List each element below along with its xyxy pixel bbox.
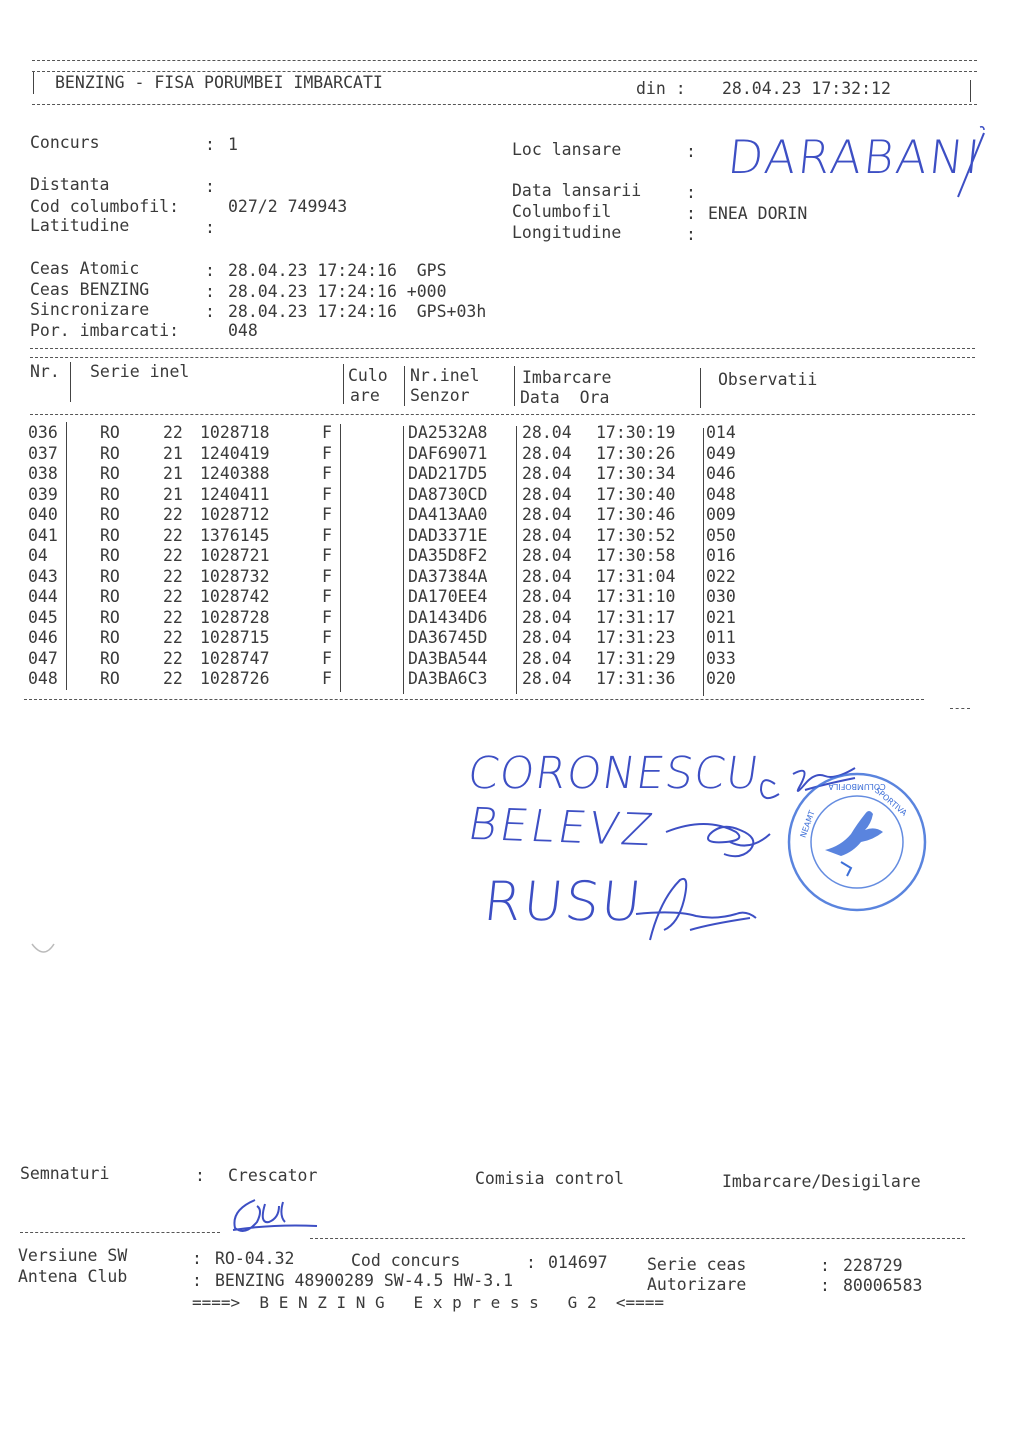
versiune-value: RO-04.32 <box>215 1249 295 1268</box>
cell-senzor: DAD3371E <box>408 525 488 545</box>
cell-sex: F <box>322 546 332 565</box>
body-divider-2 <box>340 424 341 692</box>
table-bottom-border <box>24 699 924 700</box>
table-top-border <box>30 348 975 349</box>
cell-obs: 050 <box>706 525 736 545</box>
punch-hole-mark <box>30 938 60 958</box>
cell-data: 28.04 <box>522 505 572 524</box>
cell-tara: RO <box>100 648 120 668</box>
cell-obs: 021 <box>706 607 736 627</box>
table-row <box>0 485 1024 506</box>
cell-senzor: DA1434D6 <box>408 607 488 627</box>
cell-sex: F <box>322 669 332 688</box>
table-row <box>0 464 1024 485</box>
comisia-control-label: Comisia control <box>475 1169 625 1188</box>
autorizare-value: 80006583 <box>843 1276 923 1295</box>
por-imbarcati-label: Por. imbarcati: <box>30 321 180 340</box>
antena-label: Antena Club <box>18 1267 128 1286</box>
signature-scribble-2 <box>660 812 780 872</box>
table-row <box>0 669 1024 690</box>
cell-nr: 044 <box>28 587 58 606</box>
cell-ora: 17:30:34 <box>596 464 676 483</box>
body-divider-5 <box>703 428 704 696</box>
handwritten-name-1: CORONESCU <box>464 748 763 799</box>
cell-senzor: DA413AA0 <box>408 505 488 524</box>
cell-tara: RO <box>100 607 120 627</box>
cod-concurs-label: Cod concurs <box>351 1251 461 1270</box>
cell-an: 21 <box>163 464 183 483</box>
cell-senzor: DAF69071 <box>408 443 488 463</box>
cell-inel: 1028742 <box>200 587 270 606</box>
crescator-label: Crescator <box>228 1166 318 1185</box>
cell-obs: 030 <box>706 587 736 606</box>
col-header-are: are <box>350 386 380 405</box>
col-header-senzor: Senzor <box>410 386 470 405</box>
cell-obs: 033 <box>706 648 736 668</box>
cell-tara: RO <box>100 669 120 688</box>
cell-ora: 17:30:52 <box>596 525 676 545</box>
latitudine-label: Latitudine <box>30 216 130 235</box>
cell-inel: 1028715 <box>200 628 270 647</box>
svg-text:NEAMT: NEAMT <box>798 809 817 839</box>
cell-tara: RO <box>100 628 120 647</box>
sincronizare-label: Sincronizare <box>30 300 150 319</box>
antena-value: BENZING 48900289 SW-4.5 HW-3.1 <box>215 1271 514 1290</box>
latitudine-colon: : <box>205 218 215 237</box>
ceas-atomic-label: Ceas Atomic <box>30 259 140 278</box>
header-divider-5 <box>700 368 701 408</box>
cell-ora: 17:30:19 <box>596 423 676 442</box>
cell-tara: RO <box>100 443 120 463</box>
signature-scribble-3 <box>630 870 760 950</box>
cell-ora: 17:30:46 <box>596 505 676 524</box>
header-divider-1 <box>70 362 71 402</box>
table-row <box>0 608 1024 629</box>
cell-ora: 17:30:26 <box>596 443 676 463</box>
cell-tara: RO <box>100 484 120 504</box>
data-lansarii-label: Data lansarii <box>512 181 642 200</box>
signature-divider <box>20 1232 220 1233</box>
date-label: din : <box>636 79 686 98</box>
versiune-label: Versiune SW <box>18 1246 128 1265</box>
cell-an: 22 <box>163 423 183 442</box>
autorizare-colon: : <box>820 1276 830 1295</box>
cell-sex: F <box>322 566 332 586</box>
cell-an: 22 <box>163 525 183 545</box>
col-header-nr: Nr. <box>30 362 60 381</box>
loc-slash-mark <box>950 125 990 205</box>
col-header-serie: Serie inel <box>90 362 190 381</box>
cell-nr: 048 <box>28 669 58 688</box>
cell-inel: 1028726 <box>200 669 270 688</box>
table-bottom-border-tail <box>950 708 970 709</box>
semnaturi-label: Semnaturi <box>20 1164 110 1183</box>
cell-nr: 041 <box>28 525 58 545</box>
cell-data: 28.04 <box>522 484 572 504</box>
cell-nr: 039 <box>28 484 58 504</box>
cell-obs: 014 <box>706 423 736 442</box>
cell-inel: 1376145 <box>200 525 270 545</box>
columbofil-value: ENEA DORIN <box>708 204 808 223</box>
columbofil-label: Columbofil <box>512 202 612 221</box>
sincronizare-value: 28.04.23 17:24:16 GPS+03h <box>228 302 487 321</box>
svg-text:SPORTIVA: SPORTIVA <box>872 785 909 818</box>
cell-sex: F <box>322 505 332 524</box>
cell-obs: 048 <box>706 484 736 504</box>
cell-an: 21 <box>163 484 183 504</box>
cell-senzor: DA2532A8 <box>408 423 488 442</box>
cell-senzor: DA35D8F2 <box>408 546 488 565</box>
header-bottom-border <box>32 104 977 105</box>
columbofil-colon: : <box>686 204 696 223</box>
cell-ora: 17:30:40 <box>596 484 676 504</box>
loc-label: Loc lansare <box>512 140 622 159</box>
col-header-culo: Culo <box>348 366 388 385</box>
cell-ora: 17:31:23 <box>596 628 676 647</box>
cell-inel: 1028732 <box>200 566 270 586</box>
cell-an: 22 <box>163 546 183 565</box>
cell-senzor: DA3BA6C3 <box>408 669 488 688</box>
table-row <box>0 526 1024 547</box>
table-row <box>0 423 1024 444</box>
cell-inel: 1240388 <box>200 464 270 483</box>
semnaturi-colon: : <box>195 1166 205 1185</box>
header-left-bar <box>33 72 34 94</box>
cell-sex: F <box>322 484 332 504</box>
table-header-bottom-border <box>30 414 975 415</box>
cell-sex: F <box>322 587 332 606</box>
cell-tara: RO <box>100 505 120 524</box>
cell-sex: F <box>322 525 332 545</box>
cell-nr: 046 <box>28 628 58 647</box>
cod-label: Cod columbofil: <box>30 197 180 216</box>
cell-data: 28.04 <box>522 464 572 483</box>
handwritten-name-2: BELEVZ <box>464 798 660 857</box>
cell-an: 22 <box>163 669 183 688</box>
cell-ora: 17:31:29 <box>596 648 676 668</box>
cod-value: 027/2 749943 <box>228 197 348 216</box>
col-header-nrinel: Nr.inel <box>410 366 480 385</box>
cell-senzor: DA36745D <box>408 628 488 647</box>
data-lansarii-colon: : <box>686 183 696 202</box>
cell-sex: F <box>322 628 332 647</box>
cell-obs: 016 <box>706 546 736 565</box>
cell-sex: F <box>322 648 332 668</box>
cell-an: 21 <box>163 443 183 463</box>
serie-ceas-colon: : <box>820 1256 830 1275</box>
cell-senzor: DA8730CD <box>408 484 488 504</box>
header-right-bar <box>970 80 971 102</box>
cell-obs: 009 <box>706 505 736 524</box>
cell-data: 28.04 <box>522 546 572 565</box>
cell-nr: 037 <box>28 443 58 463</box>
cell-tara: RO <box>100 587 120 606</box>
cell-obs: 020 <box>706 669 736 688</box>
body-divider-3 <box>403 426 404 694</box>
col-header-data-ora: Data Ora <box>520 388 610 407</box>
loc-colon: : <box>686 142 696 161</box>
cell-data: 28.04 <box>522 423 572 442</box>
signature-divider-right <box>310 1238 965 1239</box>
body-divider-4 <box>516 426 517 694</box>
cell-sex: F <box>322 423 332 442</box>
cell-tara: RO <box>100 566 120 586</box>
header-divider-3 <box>404 366 405 406</box>
cell-nr: 047 <box>28 648 58 668</box>
cell-inel: 1028747 <box>200 648 270 668</box>
cell-senzor: DA37384A <box>408 566 488 586</box>
versiune-colon: : <box>192 1249 202 1268</box>
table-top-border-2 <box>30 357 975 358</box>
cell-obs: 011 <box>706 628 736 647</box>
cell-senzor: DA3BA544 <box>408 648 488 668</box>
autorizare-label: Autorizare <box>647 1275 747 1294</box>
cod-concurs-colon: : <box>526 1253 536 1272</box>
cell-tara: RO <box>100 423 120 442</box>
cell-tara: RO <box>100 525 120 545</box>
cell-data: 28.04 <box>522 525 572 545</box>
header-divider-2 <box>343 364 344 404</box>
cell-inel: 1028718 <box>200 423 270 442</box>
cell-an: 22 <box>163 587 183 606</box>
por-imbarcati-value: 048 <box>228 321 258 340</box>
cell-obs: 022 <box>706 566 736 586</box>
distanta-colon: : <box>205 177 215 196</box>
cell-an: 22 <box>163 566 183 586</box>
ceas-atomic-value: 28.04.23 17:24:16 GPS <box>228 261 447 280</box>
cell-nr: 040 <box>28 505 58 524</box>
table-row <box>0 567 1024 588</box>
table-row <box>0 649 1024 670</box>
cell-an: 22 <box>163 505 183 524</box>
cell-an: 22 <box>163 607 183 627</box>
col-header-observatii: Observatii <box>718 370 818 389</box>
cell-nr: 043 <box>28 566 58 586</box>
cell-inel: 1028712 <box>200 505 270 524</box>
ceas-benzing-label: Ceas BENZING <box>30 280 150 299</box>
cell-data: 28.04 <box>522 587 572 606</box>
imbarcare-desigilare-label: Imbarcare/Desigilare <box>722 1172 921 1191</box>
cell-inel: 1028721 <box>200 546 270 565</box>
cell-inel: 1028728 <box>200 607 270 627</box>
longitudine-colon: : <box>686 225 696 244</box>
cell-nr: 045 <box>28 607 58 627</box>
handwritten-name-3: RUSU <box>480 870 647 933</box>
cell-ora: 17:31:04 <box>596 566 676 586</box>
cell-data: 28.04 <box>522 607 572 627</box>
serie-ceas-value: 228729 <box>843 1256 903 1275</box>
svg-text:COLUMBOFILA: COLUMBOFILA <box>828 782 886 791</box>
cell-senzor: DA170EE4 <box>408 587 488 606</box>
cell-obs: 049 <box>706 443 736 463</box>
table-row <box>0 444 1024 465</box>
ceas-atomic-colon: : <box>205 261 215 280</box>
cell-data: 28.04 <box>522 443 572 463</box>
cell-nr: 04 <box>28 546 48 565</box>
concurs-colon: : <box>205 135 215 154</box>
cell-data: 28.04 <box>522 648 572 668</box>
cell-data: 28.04 <box>522 669 572 688</box>
cell-sex: F <box>322 443 332 463</box>
cell-an: 22 <box>163 648 183 668</box>
cell-nr: 036 <box>28 423 58 442</box>
cell-sex: F <box>322 464 332 483</box>
cell-data: 28.04 <box>522 628 572 647</box>
concurs-value: 1 <box>228 135 238 154</box>
cell-inel: 1240419 <box>200 443 270 463</box>
table-row <box>0 546 1024 567</box>
cell-nr: 038 <box>28 464 58 483</box>
cell-sex: F <box>322 607 332 627</box>
cod-concurs-value: 014697 <box>548 1253 608 1272</box>
cell-an: 22 <box>163 628 183 647</box>
serie-ceas-label: Serie ceas <box>647 1255 747 1274</box>
top-border <box>32 60 977 61</box>
cell-senzor: DAD217D5 <box>408 464 488 483</box>
club-stamp <box>785 770 930 915</box>
antena-colon: : <box>192 1271 202 1290</box>
distanta-label: Distanta <box>30 175 110 194</box>
sincronizare-colon: : <box>205 302 215 321</box>
body-divider-1 <box>66 422 67 690</box>
loc-value-handwritten: DARABANI <box>725 130 985 184</box>
cell-ora: 17:31:10 <box>596 587 676 606</box>
document-title: BENZING - FISA PORUMBEI IMBARCATI <box>55 73 383 92</box>
cell-tara: RO <box>100 464 120 483</box>
longitudine-label: Longitudine <box>512 223 622 242</box>
col-header-imbarcare: Imbarcare <box>522 368 612 387</box>
ceas-benzing-value: 28.04.23 17:24:16 +000 <box>228 282 447 301</box>
table-row <box>0 505 1024 526</box>
date-value: 28.04.23 17:32:12 <box>722 79 891 98</box>
table-row <box>0 587 1024 608</box>
cell-tara: RO <box>100 546 120 565</box>
table-row <box>0 628 1024 649</box>
cell-data: 28.04 <box>522 566 572 586</box>
crescator-signature <box>225 1190 325 1240</box>
concurs-label: Concurs <box>30 133 100 152</box>
brand-line: ====> B E N Z I N G E x p r e s s G 2 <==== <box>192 1293 665 1312</box>
cell-ora: 17:31:17 <box>596 607 676 627</box>
top-border-2 <box>32 71 977 72</box>
cell-ora: 17:30:58 <box>596 546 676 565</box>
header-divider-4 <box>514 366 515 406</box>
ceas-benzing-colon: : <box>205 282 215 301</box>
cell-ora: 17:31:36 <box>596 669 676 688</box>
cell-inel: 1240411 <box>200 484 270 504</box>
cell-obs: 046 <box>706 464 736 483</box>
